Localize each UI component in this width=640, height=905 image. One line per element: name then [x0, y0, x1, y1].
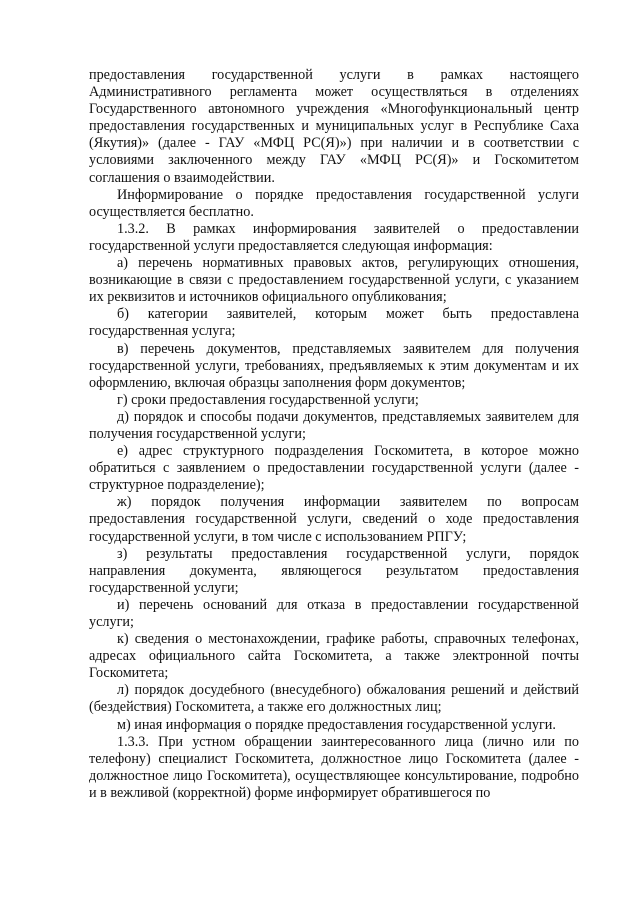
list-item-l: л) порядок досудебного (внесудебного) обжалования решений и действий (бездействия) Госкомитета, а также его должностных лиц;	[89, 682, 579, 716]
list-item-i: и) перечень оснований для отказа в предоставлении государственной услуги;	[89, 596, 579, 630]
list-item-z: з) результаты предоставления государственной услуги, порядок направления документа, являющегося результатом предоставления государственной услуги;	[89, 545, 579, 596]
list-item-a: а) перечень нормативных правовых актов, регулирующих отношения, возникающие в связи с предоставлением государственной услуги, с указанием их реквизитов и источников официального опубликования;	[89, 255, 579, 306]
list-item-b: б) категории заявителей, которым может быть предоставлена государственная услуга;	[89, 306, 579, 340]
list-item-g: г) сроки предоставления государственной услуги;	[117, 391, 419, 408]
list-item-m: м) иная информация о порядке предоставления государственной услуги.	[117, 716, 556, 733]
list-item-zh: ж) порядок получения информации заявителем по вопросам предоставления государственной услуги, сведений о ходе предоставления государственной услуги, в том числе с использованием РПГУ;	[89, 494, 579, 545]
list-item-e: е) адрес структурного подразделения Госкомитета, в которое можно обратиться с заявлением о предоставлении государственной услуги (далее - структурное подразделение);	[89, 443, 579, 494]
paragraph-mfc-branches: предоставления государственной услуги в рамках настоящего Административного регламента может осуществляться в отделениях Государственного автономного учреждения «Многофункциональный центр предоставления государственных и муниципальных услуг в Республике Саха (Якутия)» (далее - ГАУ «МФЦ РС(Я)») при наличии и в соответствии с условиями заключенного между ГАУ «МФЦ РС(Я)» и Госкомитетом соглашения о взаимодействии.	[89, 67, 579, 186]
paragraph-1-3-2: 1.3.2. В рамках информирования заявителей о предоставлении государственной услуги предоставляется следующая информация:	[89, 220, 579, 254]
paragraph-free-informing: Информирование о порядке предоставления государственной услуги осуществляется бесплатно.	[89, 186, 579, 220]
list-item-v: в) перечень документов, представляемых заявителем для получения государственной услуги, требованиях, предъявляемых к этим документам и их оформлению, включая образцы заполнения форм документов;	[89, 340, 579, 391]
paragraph-1-3-3: 1.3.3. При устном обращении заинтересованного лица (лично или по телефону) специалист Госкомитета, должностное лицо Госкомитета (далее - должностное лицо Госкомитета), осуществляющее консультирование, подробно и в вежливой (корректной) форме информирует обратившегося по	[89, 733, 579, 801]
list-item-k: к) сведения о местонахождении, графике работы, справочных телефонах, адресах официального сайта Госкомитета, а также электронной почты Госкомитета;	[89, 631, 579, 682]
document-body	[89, 67, 579, 802]
list-item-d: д) порядок и способы подачи документов, представляемых заявителем для получения государственной услуги;	[89, 408, 579, 442]
